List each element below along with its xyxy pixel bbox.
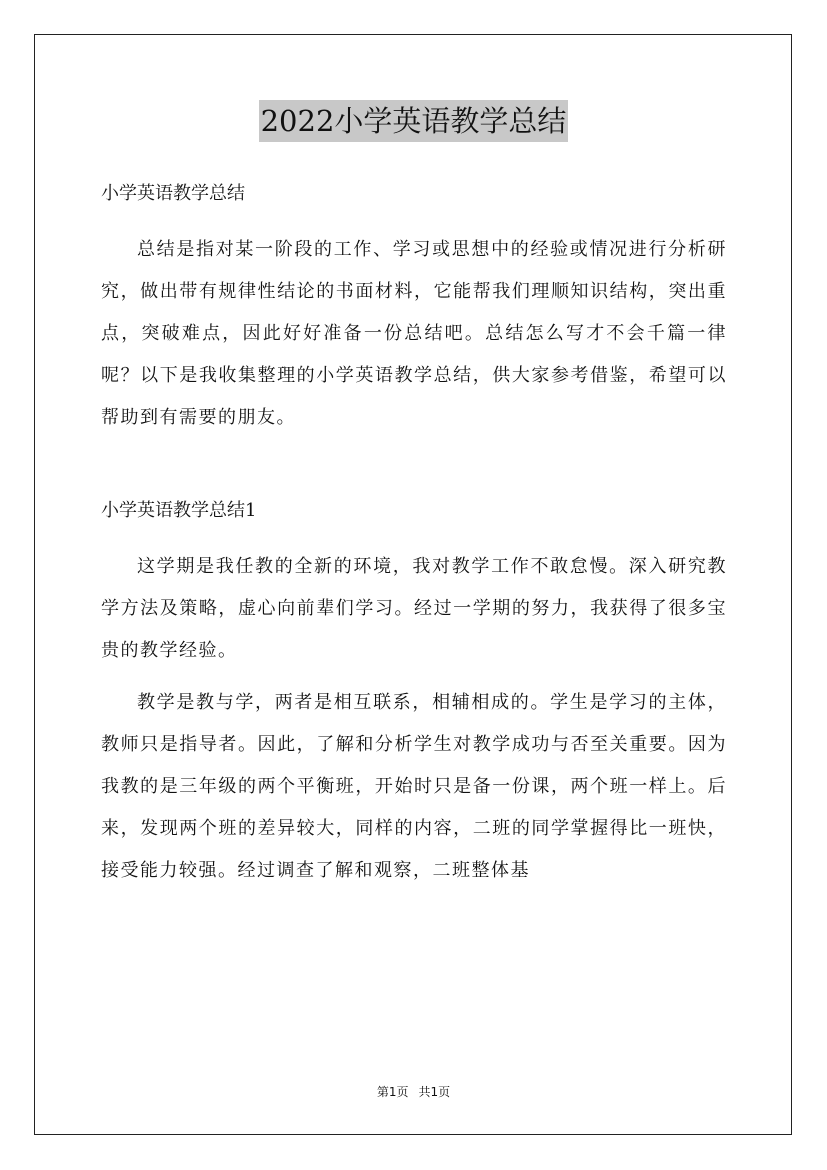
spacer xyxy=(101,215,727,229)
intro-heading: 小学英语教学总结 xyxy=(101,183,245,204)
document-title: 2022小学英语教学总结 xyxy=(259,100,569,142)
intro-paragraph: 总结是指对某一阶段的工作、学习或思想中的经验或情况进行分析研究，做出带有规律性结论的书面材料，它能帮我们理顺知识结构，突出重点，突破难点，因此好好准备一份总结吧。总结怎么写才不会千篇一律呢？以下是我收集整理的小学英语教学总结，供大家参考借鉴，希望可以帮助到有需要的朋友。 xyxy=(101,239,727,428)
spacer xyxy=(101,532,727,546)
section1-paragraph-1: 这学期是我任教的全新的环境，我对教学工作不敢怠慢。深入研究教学方法及策略，虚心向前辈们学习。经过一学期的努力，我获得了很多宝贵的教学经验。 xyxy=(101,556,727,661)
title-container xyxy=(0,100,827,142)
spacer xyxy=(101,439,727,490)
page-total: 共1页 xyxy=(418,1085,451,1099)
section1-heading: 小学英语教学总结1 xyxy=(101,500,257,521)
spacer xyxy=(101,672,727,682)
document-body xyxy=(101,173,727,892)
section1-paragraph-2: 教学是教与学，两者是相互联系，相辅相成的。学生是学习的主体，教师只是指导者。因此，了解和分析学生对教学成功与否至关重要。因为我教的是三年级的两个平衡班，开始时只是备一份课，两个班一样上。后来，发现两个班的差异较大，同样的内容，二班的同学掌握得比一班快，接受能力较强。经过调查了解和观察，二班整体基 xyxy=(101,692,727,881)
page-number: 第1页 xyxy=(376,1085,409,1099)
page-footer xyxy=(0,1083,827,1100)
